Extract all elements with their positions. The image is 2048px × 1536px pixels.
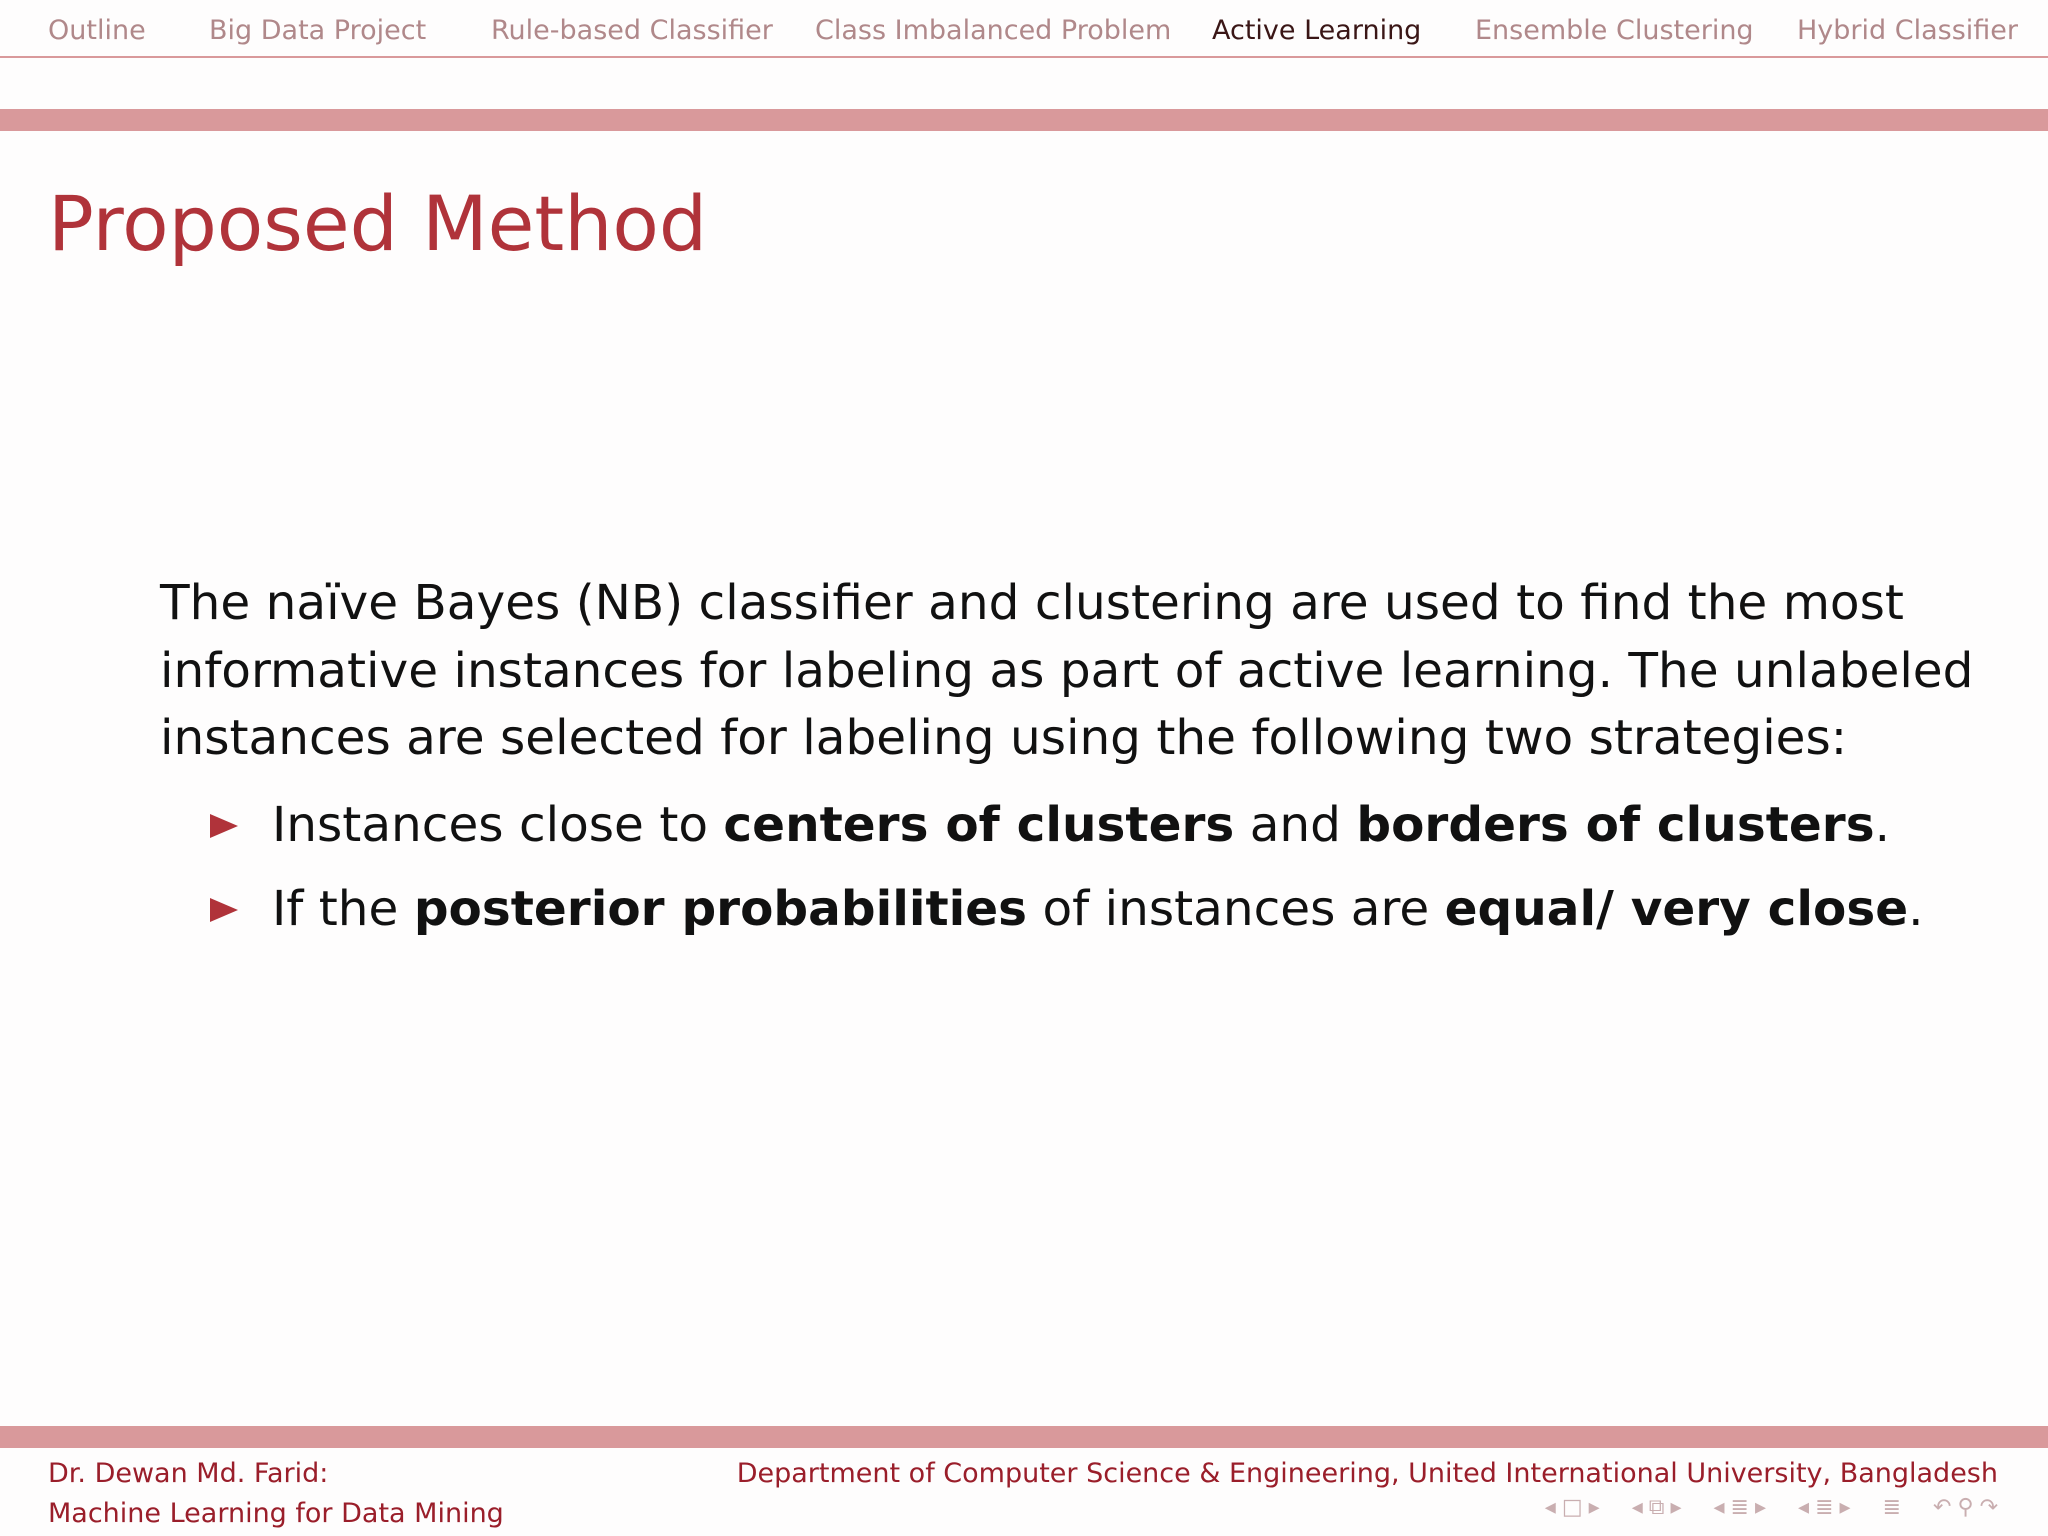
bullet-text-part: .	[1908, 881, 1924, 937]
nav-item-rule-based-classifier[interactable]: Rule-based Classifier	[491, 15, 773, 46]
beamer-navigation-symbols	[1545, 1492, 1998, 1522]
bullet-emphasis: centers of clusters	[723, 797, 1235, 853]
bullet-emphasis: posterior probabilities	[413, 881, 1028, 937]
paragraph-line: The naïve Bayes (NB) classifier and clustering are used to find the most	[160, 575, 1904, 631]
footer-author: Dr. Dewan Md. Farid:	[48, 1458, 329, 1489]
prev-section-icon[interactable]: ◂	[1798, 1494, 1810, 1520]
nav-item-ensemble-clustering[interactable]: Ensemble Clustering	[1475, 15, 1754, 46]
next-subsection-icon[interactable]: ▸	[1754, 1494, 1767, 1520]
bullet-triangle-icon	[210, 898, 238, 922]
bullet-text-part: Instances close to	[272, 797, 724, 853]
paragraph-line: instances are selected for labeling using the following two strategies:	[160, 710, 1848, 766]
bullet-text	[272, 874, 1924, 944]
section-navigation	[0, 0, 2048, 58]
next-section-icon[interactable]: ▸	[1839, 1494, 1851, 1520]
paragraph-line: informative instances for labeling as part of active learning. The unlabeled	[160, 642, 1974, 699]
back-icon[interactable]: ↶	[1933, 1494, 1952, 1520]
slide-icon[interactable]: □	[1561, 1494, 1583, 1520]
bullet-text-part: of instances are	[1027, 881, 1445, 937]
bullet-emphasis: equal/ very close	[1444, 881, 1909, 937]
next-slide-icon[interactable]: ▸	[1588, 1494, 1600, 1520]
footer-course: Machine Learning for Data Mining	[48, 1498, 504, 1529]
strategy-list	[210, 790, 1924, 958]
nav-item-big-data-project[interactable]: Big Data Project	[209, 15, 427, 46]
bullet-text-part: .	[1874, 797, 1890, 853]
frame-icon[interactable]: ⧉	[1648, 1494, 1665, 1520]
nav-item-outline[interactable]: Outline	[48, 15, 146, 46]
prev-frame-icon[interactable]: ◂	[1631, 1494, 1643, 1520]
next-frame-icon[interactable]: ▸	[1670, 1494, 1682, 1520]
prev-subsection-icon[interactable]: ◂	[1713, 1494, 1725, 1520]
section-icon[interactable]: ≣	[1815, 1494, 1834, 1520]
subsection-icon[interactable]: ≣	[1730, 1494, 1749, 1520]
bullet-emphasis: borders of clusters	[1356, 797, 1875, 853]
footer-band	[0, 1426, 2048, 1448]
bullet-triangle-icon	[210, 814, 238, 838]
bullet-item-cluster-strategy	[210, 790, 1910, 874]
bullet-text	[272, 790, 1890, 860]
slide-title: Proposed Method	[48, 179, 708, 268]
header-band	[0, 109, 2048, 131]
bullet-item-posterior-strategy	[210, 874, 1924, 958]
nav-item-active-learning[interactable]: Active Learning	[1212, 15, 1422, 46]
toc-icon[interactable]: ≣	[1882, 1494, 1901, 1520]
bullet-text-part: and	[1234, 797, 1357, 853]
footer-institution: Department of Computer Science & Engineering, United International University, Bangladesh	[736, 1458, 1998, 1489]
bullet-text-part: If the	[272, 881, 414, 937]
footer-author-block	[48, 1454, 504, 1534]
body-paragraph	[160, 570, 1974, 773]
forward-icon[interactable]: ↷	[1979, 1494, 1998, 1520]
nav-item-hybrid-classifier[interactable]: Hybrid Classifier	[1797, 15, 2018, 46]
nav-item-class-imbalanced-problem[interactable]: Class Imbalanced Problem	[815, 15, 1172, 46]
search-icon[interactable]: ⚲	[1957, 1494, 1974, 1520]
prev-slide-icon[interactable]: ◂	[1544, 1494, 1556, 1520]
